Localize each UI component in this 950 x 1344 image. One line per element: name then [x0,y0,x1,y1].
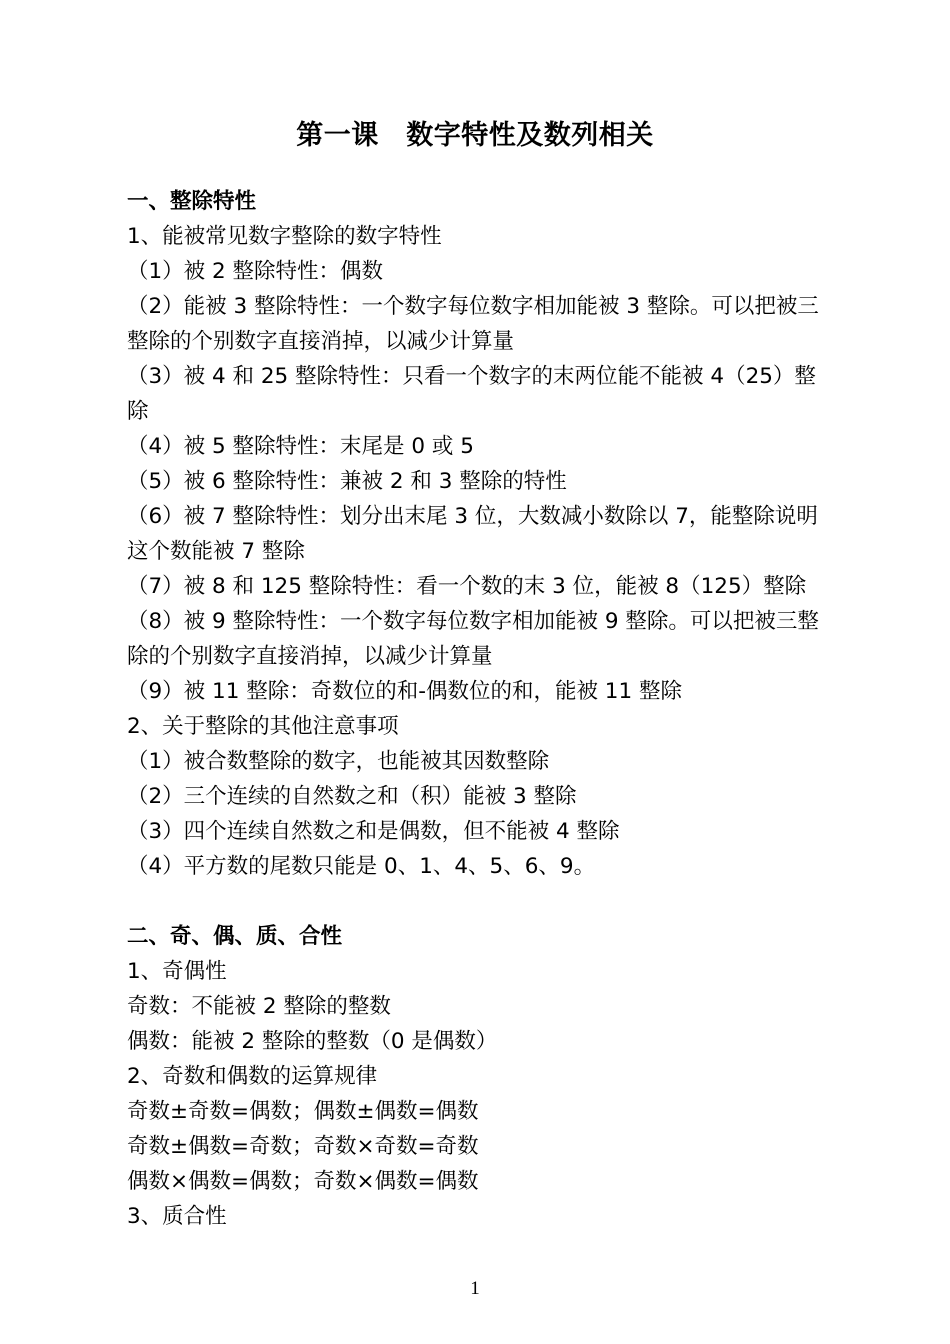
text-line: 奇数±奇数=偶数；偶数±偶数=偶数 [127,1099,479,1124]
text-line: （1）被合数整除的数字，也能被其因数整除 [127,749,550,774]
text-line: 2、关于整除的其他注意事项 [127,714,399,739]
text-line: （5）被 6 整除特性：兼被 2 和 3 整除的特性 [127,469,567,494]
text-line: 3、质合性 [127,1204,227,1229]
text-line: 奇数±偶数=奇数；奇数×奇数=奇数 [127,1134,479,1159]
text-line: （7）被 8 和 125 整除特性：看一个数的末 3 位，能被 8（125）整除 [127,574,807,599]
text-line: 偶数×偶数=偶数；奇数×偶数=偶数 [127,1169,479,1194]
text-line: （9）被 11 整除：奇数位的和-偶数位的和，能被 11 整除 [127,679,682,704]
text-line: （3）四个连续自然数之和是偶数，但不能被 4 整除 [127,819,620,844]
text-line: （6）被 7 整除特性：划分出末尾 3 位，大数减小数除以 7，能整除说明 [127,504,818,529]
text-line: 奇数：不能被 2 整除的整数 [127,994,391,1019]
text-line: （4）平方数的尾数只能是 0、1、4、5、6、9。 [127,854,596,879]
text-line: 2、奇数和偶数的运算规律 [127,1064,378,1089]
text-line: 1、奇偶性 [127,959,227,984]
text-line: 偶数：能被 2 整除的整数（0 是偶数） [127,1029,498,1054]
text-line: 除的个别数字直接消掉，以减少计算量 [127,644,493,669]
lesson-body [127,184,847,1234]
text-line: （1）被 2 整除特性：偶数 [127,259,384,284]
text-line: （2）能被 3 整除特性：一个数字每位数字相加能被 3 整除。可以把被三 [127,294,819,319]
text-line: （4）被 5 整除特性：末尾是 0 或 5 [127,434,474,459]
text-line: 整除的个别数字直接消掉，以减少计算量 [127,329,515,354]
section-heading: 二、奇、偶、质、合性 [127,924,343,949]
text-line: 1、能被常见数字整除的数字特性 [127,224,442,249]
text-line: 这个数能被 7 整除 [127,539,305,564]
page-number: 1 [470,1278,480,1299]
section-heading: 一、整除特性 [127,189,257,214]
blank-line [127,884,847,919]
text-line: （8）被 9 整除特性：一个数字每位数字相加能被 9 整除。可以把被三整 [127,609,819,634]
lesson-title: 第一课 数字特性及数列相关 [296,120,654,151]
text-line: （3）被 4 和 25 整除特性：只看一个数字的末两位能不能被 4（25）整 [127,364,816,389]
text-line: （2）三个连续的自然数之和（积）能被 3 整除 [127,784,577,809]
text-line: 除 [127,399,149,424]
